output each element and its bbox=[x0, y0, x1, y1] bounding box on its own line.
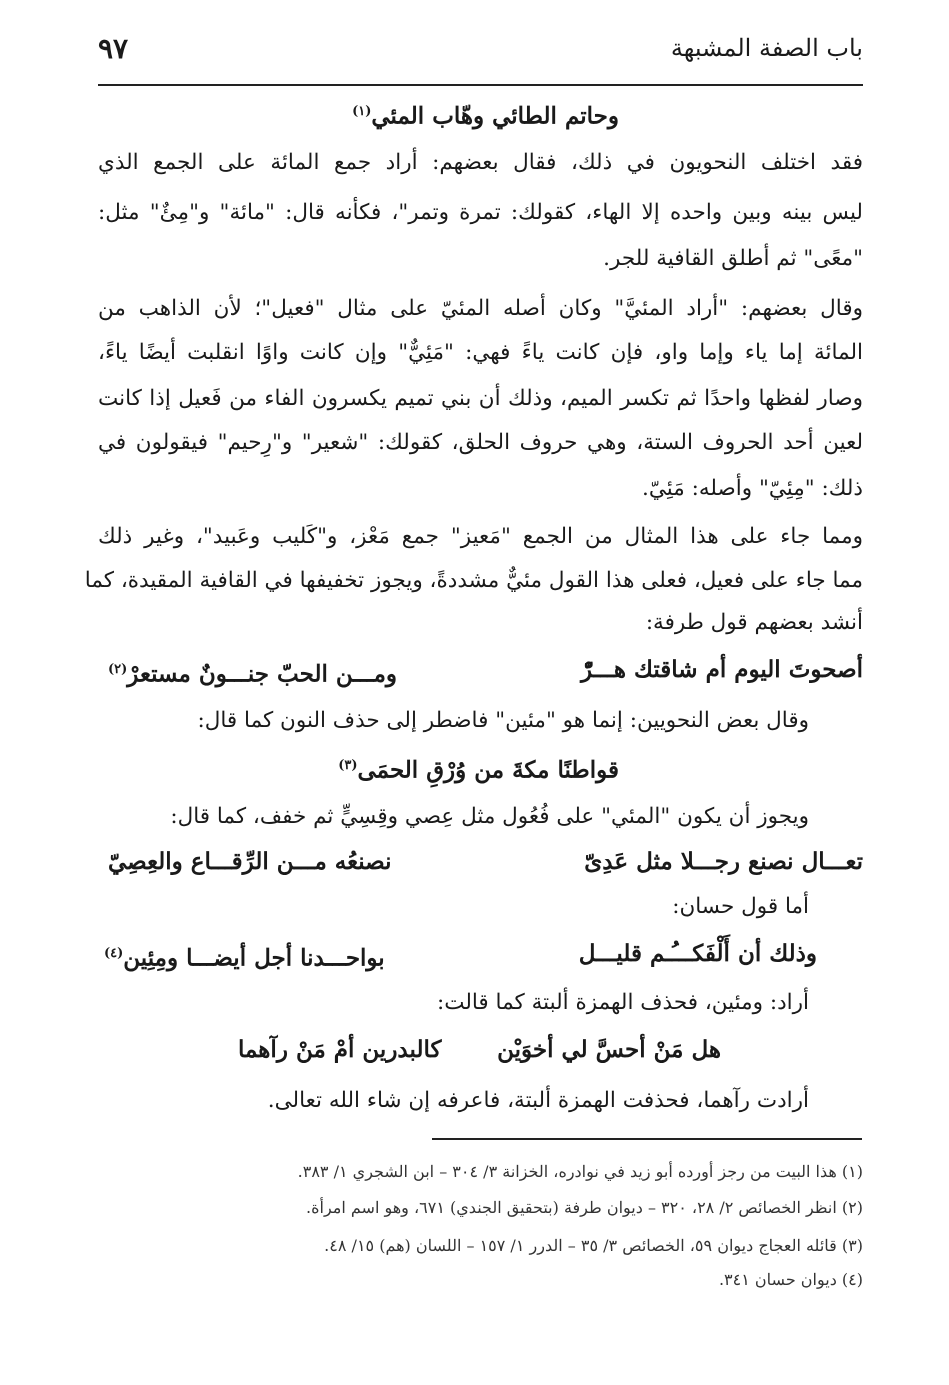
verse-1-first-hemistich: أصحوتَ اليوم أم شاقتك هـــرّْ bbox=[580, 656, 863, 683]
running-header bbox=[98, 28, 863, 72]
text-line-bad-al-nahwiyyin: وقال بعض النحويين: إنما هو "مئين" فاضطر إلى حذف النون كما قال: bbox=[197, 708, 809, 733]
verse-4-second-hemistich: بواحـــدنا أجل أيضـــا ومِئِين$^{(٤)}$ bbox=[104, 944, 385, 972]
paragraph-2-line-5: ذلك: "مِئِيّ" وأصله: مَئِيّ. bbox=[642, 476, 863, 501]
footnote-marker: (١) bbox=[352, 104, 372, 119]
footnote-marker: (٤) bbox=[104, 946, 124, 961]
paragraph-2-line-3: وصار لفظها واحدًا ثم تكسر الميم، وذلك أن بني تميم يكسرون الفاء من فَعيل إذا كانت bbox=[98, 386, 863, 411]
text-line-yajuz: ويجوز أن يكون "المئي" على فُعُول مثل عِصي وقِسِيٍّ ثم خفف، كما قال: bbox=[170, 804, 809, 829]
text-line-aradat: أرادت رآهما، فحذفت الهمزة ألبتة، فاعرفه إن شاء الله تعالى. bbox=[267, 1088, 809, 1113]
paragraph-3-line-2: مما جاء على فعيل، فعلى هذا القول مئيٌّ مشددةً، ويجوز تخفيفها في القافية المقيدة، كما bbox=[84, 568, 863, 593]
text-line-hassan: أما قول حسان: bbox=[672, 894, 809, 919]
footnote-1: (١) هذا البيت من رجز أورده أبو زيد في نوادره، الخزانة ٣/ ٣٠٤ – ابن الشجري ١/ ٣٨٣. bbox=[297, 1162, 863, 1181]
chapter-title: باب الصفة المشبهة bbox=[670, 34, 863, 62]
paragraph-2-line-4: لعين أحد الحروف الستة، وهي حروف الحلق، كقولك: "شعير" و"رِحيم" فيقولون في bbox=[98, 430, 863, 455]
paragraph-1-line-3: "معًى" ثم أطلق القافية للجر. bbox=[603, 246, 863, 271]
footnote-3: (٣) قائله العجاج ديوان ٥٩، الخصائص ٣/ ٣٥ – الدرر ١/ ١٥٧ – اللسان (هم) ١٥/ ٤٨. bbox=[324, 1236, 863, 1255]
footnote-marker: (٢) bbox=[108, 662, 128, 677]
verse-1-second-hemistich: ومـــن الحبّ جنـــونٌ مستعرْ$^{(٢)}$ bbox=[108, 660, 398, 688]
paragraph-1-line-2: ليس بينه وبين واحده إلا الهاء، كقولك: تمرة وتمر"، فكأنه قال: "مائة" و"مِئٌ" مثل: bbox=[98, 200, 863, 225]
footnote-4: (٤) ديوان حسان ٣٤١. bbox=[718, 1270, 863, 1289]
paragraph-1-line-1: فقد اختلف النحويون في ذلك، فقال بعضهم: أراد جمع المائة على الجمع الذي bbox=[98, 150, 863, 175]
quoted-heading: وحاتم الطائي وهّاب المئي$^{(١)}$ bbox=[352, 102, 619, 130]
paragraph-2-line-2: المائة إما ياء وإما واو، فإن كانت ياءً فهي: "مَئِيٌّ" وإن كانت واوًا انقلبت أيضًا ياءً، bbox=[98, 340, 863, 365]
header-rule bbox=[98, 84, 863, 86]
paragraph-2-line-1: وقال بعضهم: "أراد المئيَّ" وكان أصله المئيّ على مثال "فعيل"؛ لأن الذاهب من bbox=[98, 296, 863, 321]
verse-3-second-hemistich: نصنعُه مـــن الرِّقـــاع والعِصِيّ bbox=[108, 848, 392, 875]
footnote-marker: (٣) bbox=[338, 758, 358, 773]
footnote-separator bbox=[432, 1138, 862, 1140]
verse-3-first-hemistich: تعـــال نصنع رجـــلا مثل عَدِىّ bbox=[584, 848, 863, 875]
text-line-arad: أراد: ومئين، فحذف الهمزة ألبتة كما قالت: bbox=[436, 990, 809, 1015]
footnote-2: (٢) انظر الخصائص ٢/ ٢٨، ٣٢٠ – ديوان طرفة (بتحقيق الجندي) ٦٧١، وهو اسم امرأة. bbox=[306, 1198, 863, 1217]
verse-5-first-hemistich: هل مَنْ أحسَّ لي أخوَيْن bbox=[497, 1036, 721, 1063]
verse-2: قواطنًا مكةَ من وُرْقِ الحمَى$^{(٣)}$ bbox=[338, 756, 619, 784]
verse-4-first-hemistich: وذلك أن أَلْفَكـــُـم قليـــل bbox=[578, 940, 817, 967]
verse-5-second-hemistich: كالبدرين أمْ مَنْ رآهما bbox=[238, 1036, 442, 1063]
paragraph-3-line-1: ومما جاء على هذا المثال من الجمع "مَعيز" جمع مَعْز، و"كَليب وعَبيد"، وغير ذلك bbox=[98, 524, 863, 549]
paragraph-3-line-3: أنشد بعضهم قول طرفة: bbox=[645, 610, 863, 635]
page-number: ٩٧ bbox=[98, 32, 129, 65]
